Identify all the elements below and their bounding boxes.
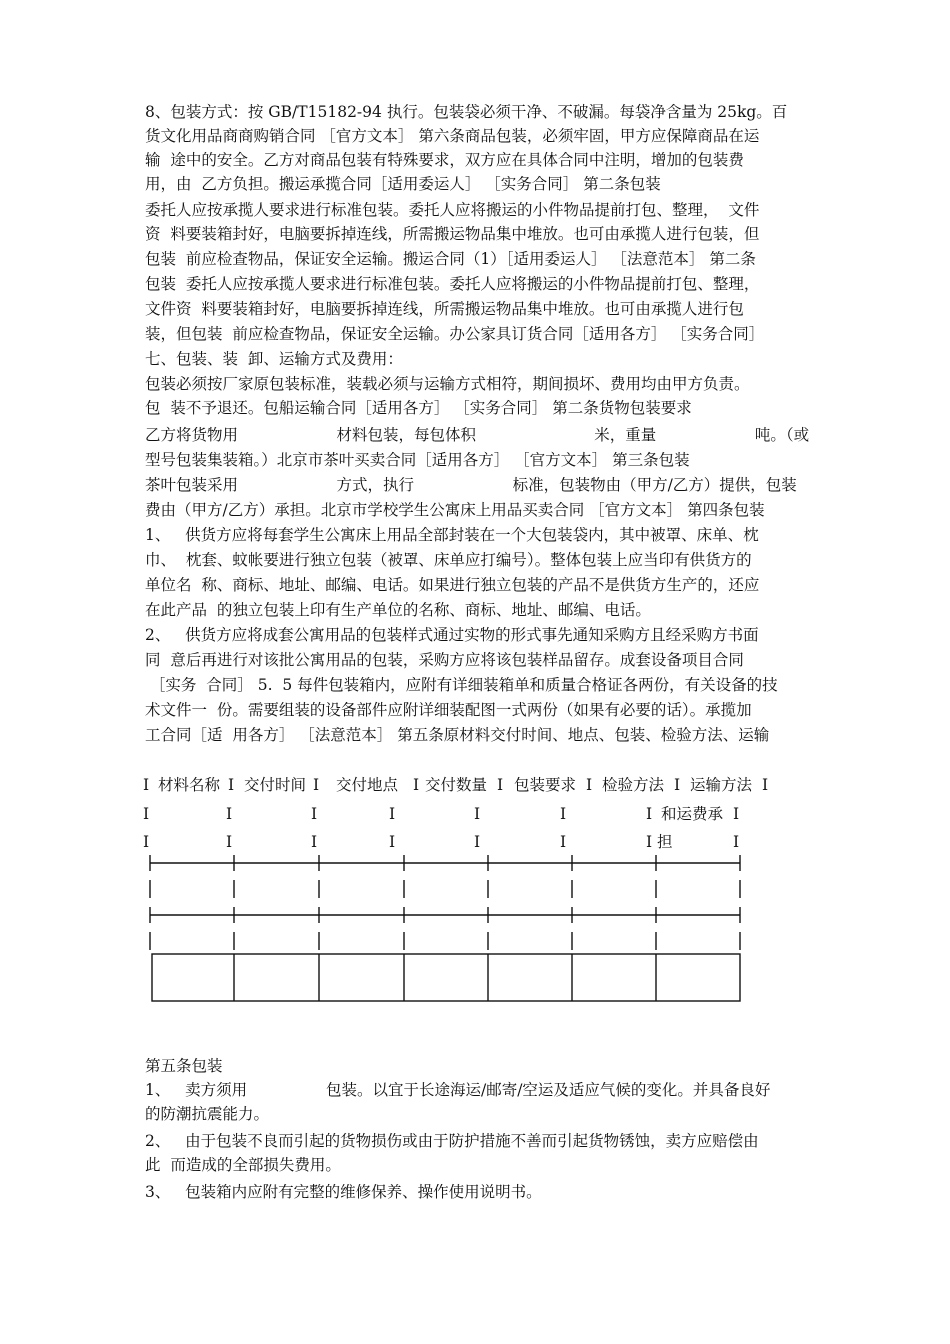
bar: I xyxy=(474,805,481,823)
bar: I xyxy=(389,805,396,823)
text-line: 8、包装方式：按 GB/T15182-94 执行。包装袋必须干净、不破漏。每袋净含量为 25kg。百 xyxy=(145,103,788,121)
section-item-2: 2、 由于包装不良而引起的货物损伤或由于防护措施不善而引起货物锈蚀，卖方应赔偿由 xyxy=(145,1132,759,1150)
text-line: ［实务 合同］ 5. 5 每件包装箱内，应附有详细装箱单和质量合格证各两份，有关设备的技 xyxy=(145,676,778,694)
text-line: 包 装不予退还。包船运输合同［适用各方］ ［实务合同］ 第二条货物包装要求 xyxy=(145,399,692,417)
bar: I xyxy=(311,833,318,851)
text-line: 同 意后再进行对该批公寓用品的包装，采购方应将该包装样品留存。成套设备项目合同 xyxy=(145,651,744,669)
section-title: 第五条包装 xyxy=(145,1057,223,1075)
bar: I xyxy=(762,776,769,794)
text-line: 术文件一 份。需要组装的设备部件应附详细装配图一式两份（如果有必要的话）。承揽加 xyxy=(145,701,752,719)
header-material-name: 材料名称 xyxy=(158,776,221,794)
bar: I xyxy=(733,833,740,851)
bar: I xyxy=(474,833,481,851)
bar: I xyxy=(733,805,740,823)
bar: I xyxy=(313,776,320,794)
text-line: 资 料要装箱封好，电脑要拆掉连线，所需搬运物品集中堆放。也可由承揽人进行包装，但 xyxy=(145,225,760,243)
bar: I xyxy=(413,776,420,794)
header-packaging-requirement: 包装要求 xyxy=(514,776,577,794)
bar: I xyxy=(143,805,150,823)
bar: I xyxy=(646,833,653,851)
section-item-1: 1、 卖方须用 包装。以宜于长途海运/邮寄/空运及适应气候的变化。并具备良好 xyxy=(145,1081,771,1099)
header-delivery-quantity: 交付数量 xyxy=(425,776,488,794)
bar: I xyxy=(497,776,504,794)
text-line: 2、 供货方应将成套公寓用品的包装样式通过实物的形式事先通知采购方且经采购方书面 xyxy=(145,626,759,644)
bar: I xyxy=(226,833,233,851)
text-line: 委托人应按承揽人要求进行标准包装。委托人应将搬运的小件物品提前打包、整理， 文件 xyxy=(145,201,760,219)
bar: I xyxy=(311,805,318,823)
section-item-1-cont: 的防潮抗震能力。 xyxy=(145,1105,270,1123)
text-line: 用，由 乙方负担。搬运承揽合同［适用委运人］ ［实务合同］ 第二条包装 xyxy=(145,175,661,193)
text-line: 七、包装、装 卸、运输方式及费用： xyxy=(145,350,403,368)
text-line: 在此产品 的独立包装上印有生产单位的名称、商标、地址、邮编、电话。 xyxy=(145,601,651,619)
text-line: 茶叶包装采用 方式，执行 标准，包装物由（甲方/乙方）提供，包装 xyxy=(145,476,797,494)
bar: I xyxy=(674,776,681,794)
text-line: 文件资 料要装箱封好，电脑要拆掉连线，所需搬运物品集中堆放。也可由承揽人进行包 xyxy=(145,300,744,318)
bar: I xyxy=(143,833,150,851)
bar: I xyxy=(143,776,150,794)
bar: I xyxy=(586,776,593,794)
bar: I xyxy=(646,805,653,823)
header-freight-line1: 和运费承 xyxy=(661,805,724,823)
bar: I xyxy=(560,833,567,851)
header-delivery-time: 交付时间 xyxy=(244,776,307,794)
header-delivery-place: 交付地点 xyxy=(336,776,399,794)
header-inspection-method: 检验方法 xyxy=(602,776,665,794)
text-line: 1、 供货方应将每套学生公寓床上用品全部封装在一个大包装袋内，其中被罩、床单、枕 xyxy=(145,526,759,544)
text-line: 费由（甲方/乙方）承担。北京市学校学生公寓床上用品买卖合同 ［官方文本］ 第四条包装 xyxy=(145,501,765,519)
bar: I xyxy=(389,833,396,851)
text-line: 包装必须按厂家原包装标准，装载必须与运输方式相符，期间损坏、费用均由甲方负责。 xyxy=(145,375,750,393)
bar: I xyxy=(228,776,235,794)
header-transport-method: 运输方法 xyxy=(690,776,753,794)
text-line: 工合同［适 用各方］ ［法意范本］ 第五条原材料交付时间、地点、包装、检验方法、运输 xyxy=(145,726,770,744)
text-line: 型号包装集装箱。）北京市茶叶买卖合同［适用各方］ ［官方文本］ 第三条包装 xyxy=(145,451,690,469)
text-line: 货文化用品商商购销合同 ［官方文本］ 第六条商品包装，必须牢固，甲方应保障商品在运 xyxy=(145,127,760,145)
text-line: 输 途中的安全。乙方对商品包装有特殊要求，双方应在具体合同中注明，增加的包装费 xyxy=(145,151,744,169)
table-empty-row xyxy=(152,954,740,1001)
text-line: 包装 委托人应按承揽人要求进行标准包装。委托人应将搬运的小件物品提前打包、整理， xyxy=(145,275,760,293)
section-item-2-cont: 此 而造成的全部损失费用。 xyxy=(145,1156,341,1174)
text-line: 装，但包装 前应检查物品，保证安全运输。办公家具订货合同［适用各方］ ［实务合同］ xyxy=(145,325,765,343)
header-freight-line2: 担 xyxy=(657,833,673,851)
text-line: 包装 前应检查物品，保证安全运输。搬运合同（1）［适用委运人］ ［法意范本］ 第二条 xyxy=(145,250,756,268)
bar: I xyxy=(560,805,567,823)
bar: I xyxy=(226,805,233,823)
text-line: 单位名 称、商标、地址、邮编、电话。如果进行独立包装的产品不是供货方生产的，还应 xyxy=(145,576,760,594)
section-item-3: 3、 包装箱内应附有完整的维修保养、操作使用说明书。 xyxy=(145,1183,542,1201)
text-line: 乙方将货物用 材料包装，每包体积 米，重量 吨。（或 xyxy=(145,426,810,444)
material-delivery-table-grid xyxy=(140,850,750,1010)
text-line: 巾、 枕套、蚊帐要进行独立包装（被罩、床单应打编号）。整体包装上应当印有供货方的 xyxy=(145,551,752,569)
